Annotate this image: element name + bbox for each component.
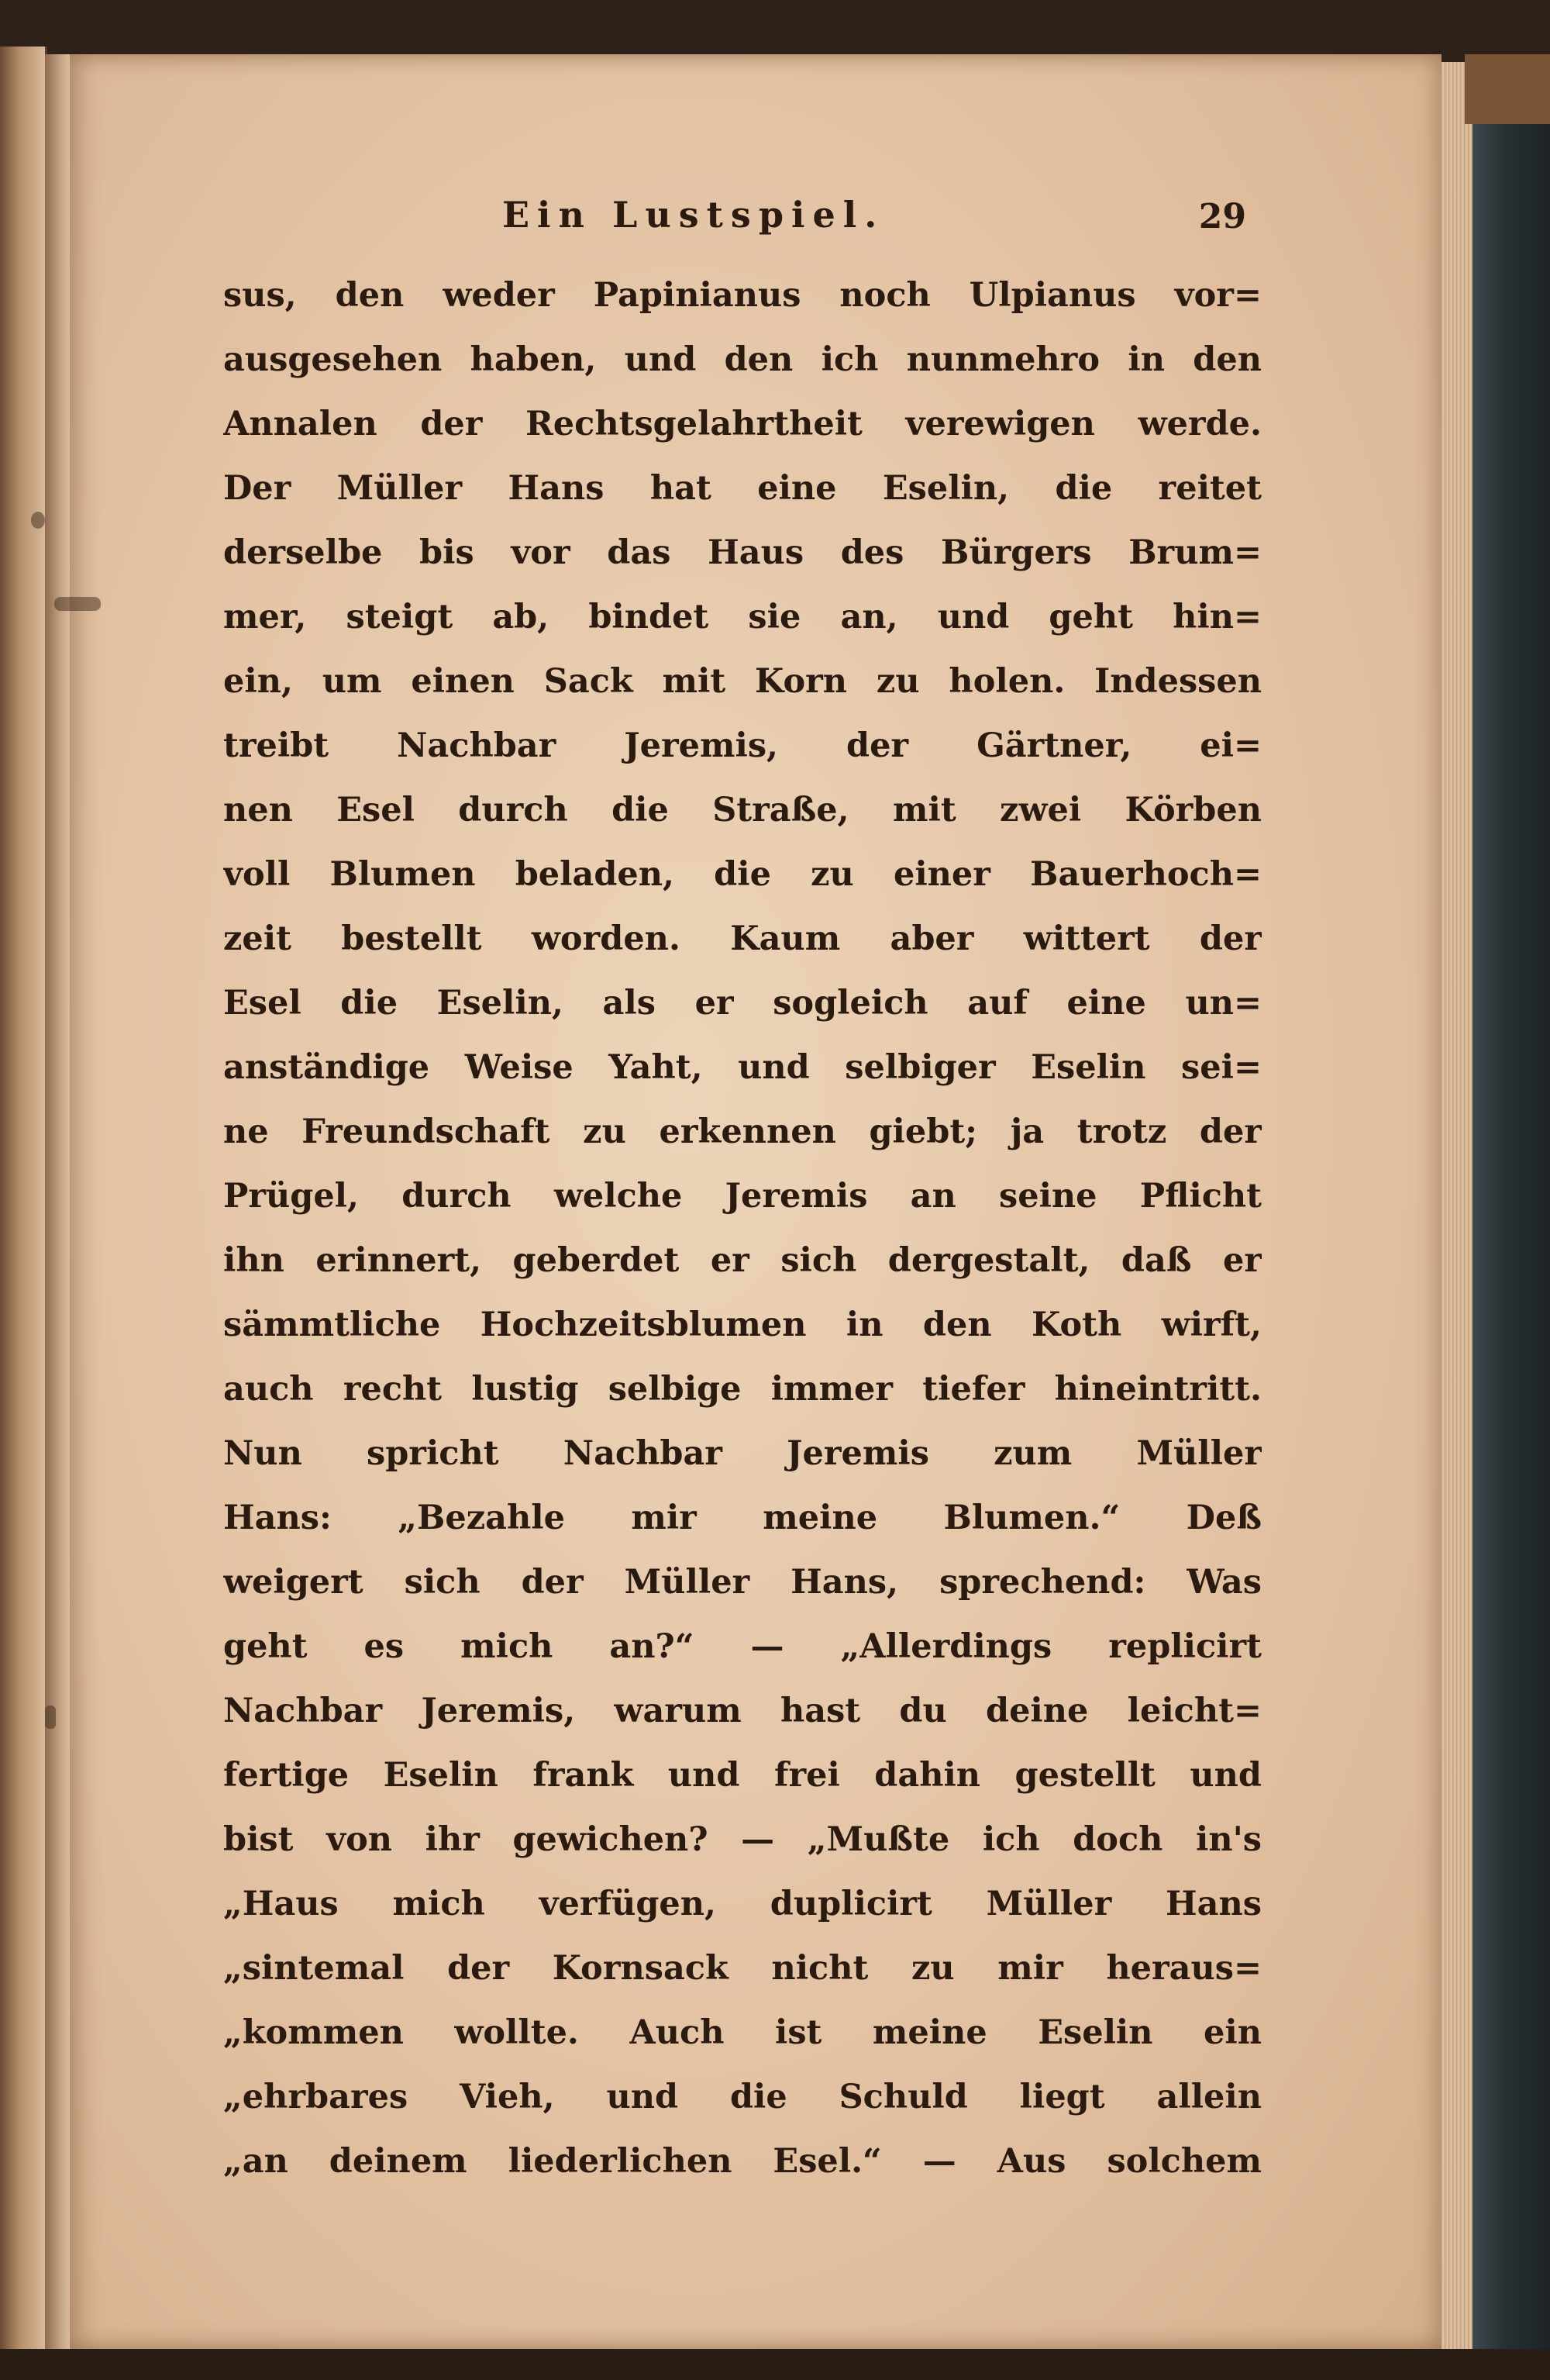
text-line: voll Blumen beladen, die zu einer Bauerhoch= [223, 855, 1262, 894]
text-line: sus, den weder Papinianus noch Ulpianus vor= [223, 276, 1262, 315]
running-head [223, 189, 1262, 251]
running-head-title: Ein Lustspiel. [502, 194, 885, 236]
text-line: „an deinem liederlichen Esel.“ — Aus solchem [223, 2142, 1262, 2181]
text-line: „Haus mich verfügen, duplicirt Müller Hans [223, 1885, 1262, 1923]
text-line: ihn erinnert, geberdet er sich dergestalt, daß er [223, 1241, 1262, 1280]
text-line: „ehrbares Vieh, und die Schuld liegt allein [223, 2078, 1262, 2116]
spine-cap [1465, 54, 1550, 124]
page-stain [54, 597, 101, 611]
text-line: Der Müller Hans hat eine Eselin, die reitet [223, 469, 1262, 508]
page-spot [31, 512, 45, 529]
text-line: ne Freundschaft zu erkennen giebt; ja trotz der [223, 1112, 1262, 1151]
text-line: Nun spricht Nachbar Jeremis zum Müller [223, 1434, 1262, 1473]
text-line: Annalen der Rechtsgelahrtheit verewigen werde. [223, 405, 1262, 443]
book-gutter [45, 54, 73, 2349]
text-line: bist von ihr gewichen? — „Mußte ich doch in's [223, 1820, 1262, 1859]
body-text [223, 264, 1262, 2194]
text-line: Esel die Eselin, als er sogleich auf eine un= [223, 984, 1262, 1023]
text-line: nen Esel durch die Straße, mit zwei Körben [223, 791, 1262, 830]
text-line: mer, steigt ab, bindet sie an, und geht hin= [223, 598, 1262, 636]
text-line: treibt Nachbar Jeremis, der Gärtner, ei= [223, 726, 1262, 765]
text-line: Prügel, durch welche Jeremis an seine Pflicht [223, 1177, 1262, 1216]
text-line: „kommen wollte. Auch ist meine Eselin ein [223, 2013, 1262, 2052]
text-line: ausgesehen haben, und den ich nunmehro in den [223, 340, 1262, 379]
text-line: „sintemal der Kornsack nicht zu mir heraus= [223, 1949, 1262, 1988]
book-spine [1472, 54, 1550, 2372]
text-line: anständige Weise Yaht, und selbiger Eselin sei= [223, 1048, 1262, 1087]
text-line: Hans: „Bezahle mir meine Blumen.“ Deß [223, 1499, 1262, 1537]
text-line: sämmtliche Hochzeitsblumen in den Koth wirft, [223, 1306, 1262, 1344]
text-line: zeit bestellt worden. Kaum aber wittert der [223, 919, 1262, 958]
page-number: 29 [1198, 197, 1246, 236]
text-line: fertige Eselin frank und frei dahin gestellt und [223, 1756, 1262, 1795]
bottom-shadow [0, 2349, 1550, 2380]
page-block-edge [1442, 62, 1472, 2349]
left-page-edge [0, 47, 47, 2357]
page-mark [45, 1706, 56, 1729]
text-line: weigert sich der Müller Hans, sprechend: Was [223, 1563, 1262, 1602]
text-line: derselbe bis vor das Haus des Bürgers Brum= [223, 533, 1262, 572]
text-line: Nachbar Jeremis, warum hast du deine leicht= [223, 1692, 1262, 1730]
text-line: geht es mich an?“ — „Allerdings replicirt [223, 1627, 1262, 1666]
text-line: auch recht lustig selbige immer tiefer hineintritt. [223, 1370, 1262, 1409]
text-line: ein, um einen Sack mit Korn zu holen. Indessen [223, 662, 1262, 701]
